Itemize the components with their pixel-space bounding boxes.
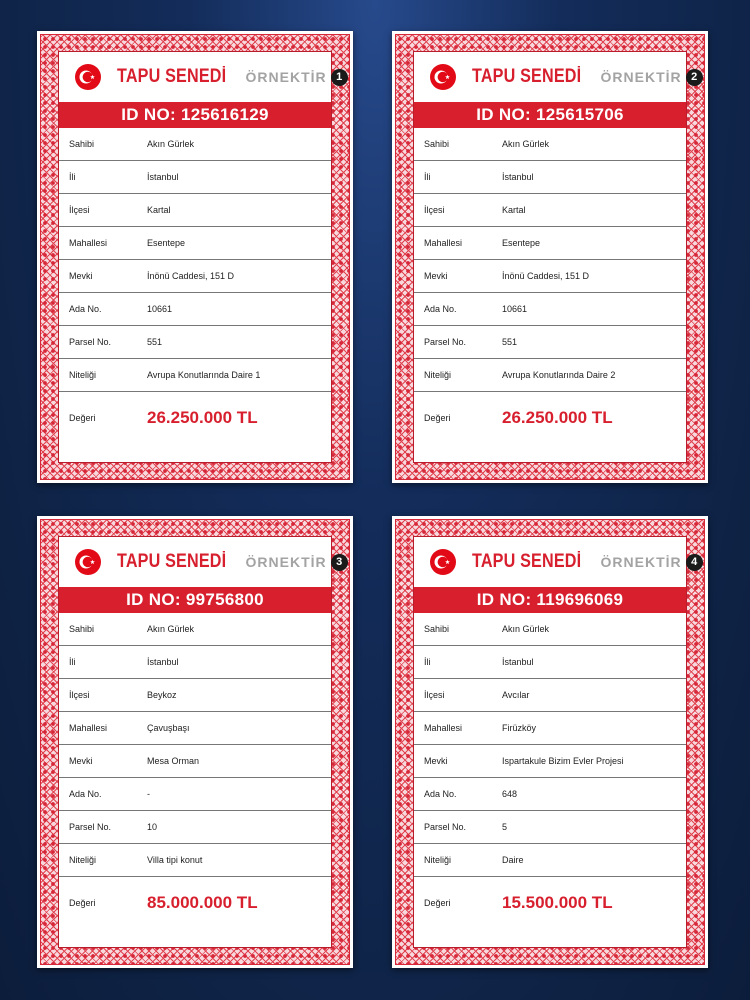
row-quality: [414, 359, 686, 392]
row-block: [59, 778, 331, 811]
sample-label: ÖRNEKTİR: [600, 69, 682, 85]
field-label: Parsel No.: [69, 337, 112, 347]
field-label: İlçesi: [424, 690, 445, 700]
row-parcel: [59, 326, 331, 359]
field-label: Niteliği: [424, 855, 452, 865]
id-number-bar: ID NO: 125616129: [59, 102, 331, 128]
row-owner: [59, 128, 331, 161]
sample-label: ÖRNEKTİR: [245, 69, 327, 85]
row-block: [414, 778, 686, 811]
field-label: Parsel No.: [424, 337, 467, 347]
row-province: [59, 646, 331, 679]
row-block: [59, 293, 331, 326]
field-value: Çavuşbaşı: [147, 723, 190, 733]
field-label: Mevki: [69, 271, 93, 281]
deed-body: [58, 51, 343, 463]
field-label: Ada No.: [424, 789, 457, 799]
sample-stamp: [246, 69, 348, 86]
field-value: 5: [502, 822, 508, 832]
field-value: Kartal: [147, 205, 171, 215]
deed-card-1: [37, 31, 353, 483]
row-quality: [414, 844, 686, 877]
property-value: 26.250.000 TL: [147, 408, 258, 427]
row-location: [414, 745, 686, 778]
field-value: Avrupa Konutlarında Daire 1: [147, 370, 261, 380]
sample-stamp: [601, 69, 703, 86]
turkish-flag-icon: [75, 64, 101, 90]
deed-body: [58, 536, 343, 948]
row-parcel: [414, 811, 686, 844]
field-value: İstanbul: [147, 657, 179, 667]
field-label: Değeri: [424, 413, 451, 423]
turkish-flag-icon: [75, 549, 101, 575]
row-province: [59, 161, 331, 194]
row-owner: [414, 128, 686, 161]
row-quality: [59, 844, 331, 877]
row-location: [59, 745, 331, 778]
field-value: Esentepe: [502, 238, 541, 248]
field-label: Ada No.: [424, 304, 457, 314]
field-value: Firüzköy: [502, 723, 537, 733]
sample-number-badge: 3: [331, 554, 348, 571]
field-label: Ada No.: [69, 789, 102, 799]
row-neighborhood: [414, 712, 686, 745]
field-value: 551: [147, 337, 163, 347]
row-province: [414, 161, 686, 194]
sample-number-badge: 1: [331, 69, 348, 86]
deed-header: [414, 52, 698, 102]
field-value: 648: [502, 789, 518, 799]
field-label: Değeri: [69, 898, 96, 908]
row-neighborhood: [59, 227, 331, 260]
field-value: Avrupa Konutlarında Daire 2: [502, 370, 616, 380]
row-block: [414, 293, 686, 326]
field-value: İstanbul: [147, 172, 179, 182]
deed-body: [413, 536, 698, 948]
deed-card-4: [392, 516, 708, 968]
field-label: Mahallesi: [69, 238, 108, 248]
sample-stamp: [601, 554, 703, 571]
row-value: [59, 392, 331, 444]
field-value: Akın Gürlek: [147, 624, 195, 634]
row-owner: [414, 613, 686, 646]
row-district: [59, 679, 331, 712]
field-value: İstanbul: [502, 657, 534, 667]
field-label: İlçesi: [424, 205, 445, 215]
row-neighborhood: [414, 227, 686, 260]
field-label: İli: [424, 172, 431, 182]
turkish-flag-icon: [430, 549, 456, 575]
row-value: [59, 877, 331, 929]
field-value: 10661: [502, 304, 528, 314]
row-quality: [59, 359, 331, 392]
deed-body: [413, 51, 698, 463]
row-location: [414, 260, 686, 293]
sample-number-badge: 2: [686, 69, 703, 86]
field-value: Akın Gürlek: [147, 139, 195, 149]
field-label: Niteliği: [69, 855, 97, 865]
row-neighborhood: [59, 712, 331, 745]
field-label: Niteliği: [424, 370, 452, 380]
deed-card-3: [37, 516, 353, 968]
field-label: İli: [69, 657, 76, 667]
turkish-flag-icon: [430, 64, 456, 90]
field-label: Ada No.: [69, 304, 102, 314]
field-label: İli: [69, 172, 76, 182]
field-value: 551: [502, 337, 518, 347]
row-value: [414, 877, 686, 929]
field-value: İnönü Caddesi, 151 D: [502, 271, 590, 281]
id-number-bar: ID NO: 119696069: [414, 587, 686, 613]
sample-stamp: [246, 554, 348, 571]
field-value: İnönü Caddesi, 151 D: [147, 271, 235, 281]
field-value: -: [147, 789, 150, 799]
row-owner: [59, 613, 331, 646]
deed-title: TAPU SENEDİ: [117, 66, 227, 87]
field-value: Daire: [502, 855, 524, 865]
deed-header: [59, 52, 343, 102]
field-label: Niteliği: [69, 370, 97, 380]
deed-title: TAPU SENEDİ: [472, 551, 582, 572]
deed-title: TAPU SENEDİ: [472, 66, 582, 87]
row-province: [414, 646, 686, 679]
field-label: Sahibi: [424, 139, 450, 149]
field-value: İstanbul: [502, 172, 534, 182]
deed-header: [59, 537, 343, 587]
sample-label: ÖRNEKTİR: [600, 554, 682, 570]
field-label: Mevki: [424, 271, 448, 281]
field-value: 10661: [147, 304, 173, 314]
field-label: Sahibi: [69, 624, 95, 634]
deed-card-2: [392, 31, 708, 483]
sample-label: ÖRNEKTİR: [245, 554, 327, 570]
field-value: Esentepe: [147, 238, 186, 248]
field-label: Mahallesi: [424, 238, 463, 248]
field-label: İlçesi: [69, 690, 90, 700]
row-parcel: [59, 811, 331, 844]
id-number-bar: ID NO: 125615706: [414, 102, 686, 128]
row-district: [414, 194, 686, 227]
field-value: Villa tipi konut: [147, 855, 203, 865]
field-label: Parsel No.: [69, 822, 112, 832]
row-location: [59, 260, 331, 293]
field-label: İlçesi: [69, 205, 90, 215]
field-label: Değeri: [424, 898, 451, 908]
field-value: Kartal: [502, 205, 526, 215]
field-label: Sahibi: [424, 624, 450, 634]
field-value: Mesa Orman: [147, 756, 200, 766]
row-parcel: [414, 326, 686, 359]
field-label: Mahallesi: [424, 723, 463, 733]
field-label: Sahibi: [69, 139, 95, 149]
deed-header: [414, 537, 698, 587]
field-value: Beykoz: [147, 690, 177, 700]
sample-number-badge: 4: [686, 554, 703, 571]
field-label: İli: [424, 657, 431, 667]
row-district: [59, 194, 331, 227]
field-label: Değeri: [69, 413, 96, 423]
field-label: Mevki: [69, 756, 93, 766]
field-label: Mahallesi: [69, 723, 108, 733]
id-number-bar: ID NO: 99756800: [59, 587, 331, 613]
row-value: [414, 392, 686, 444]
row-district: [414, 679, 686, 712]
property-value: 26.250.000 TL: [502, 408, 613, 427]
field-label: Mevki: [424, 756, 448, 766]
field-value: Akın Gürlek: [502, 139, 550, 149]
field-value: Avcılar: [502, 690, 530, 700]
field-value: 10: [147, 822, 158, 832]
property-value: 15.500.000 TL: [502, 893, 613, 912]
field-value: Ispartakule Bizim Evler Projesi: [502, 756, 624, 766]
field-label: Parsel No.: [424, 822, 467, 832]
field-value: Akın Gürlek: [502, 624, 550, 634]
property-value: 85.000.000 TL: [147, 893, 258, 912]
deed-title: TAPU SENEDİ: [117, 551, 227, 572]
